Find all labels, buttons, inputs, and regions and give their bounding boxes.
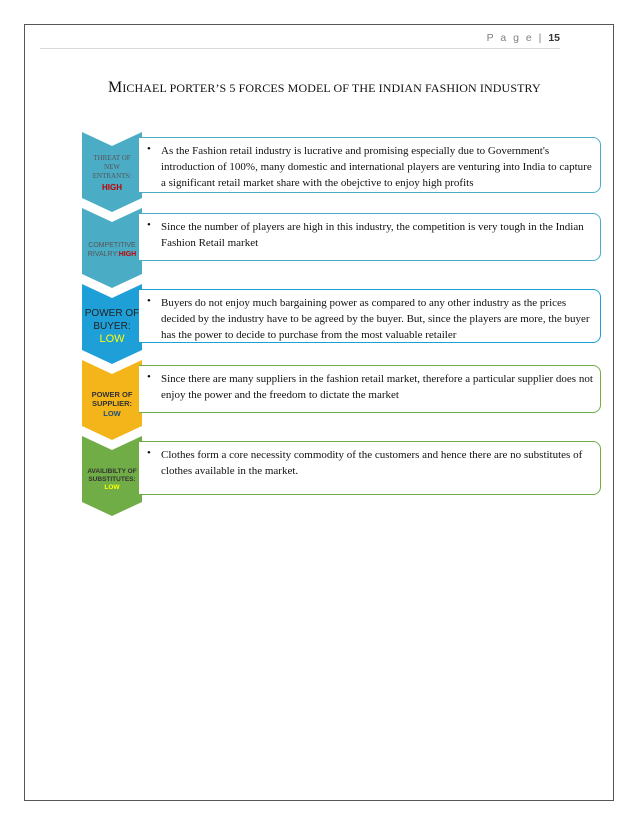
force-label: POWER OF BUYER: LOW: [82, 308, 142, 347]
bullet-icon: •: [147, 295, 151, 307]
page-header: [40, 32, 560, 49]
force-label: THREAT OF NEW ENTRANTS: HIGH: [82, 154, 142, 193]
force-level: LOW: [104, 484, 120, 492]
page-title: [108, 79, 541, 97]
force-description: Clothes form a core necessity commodity of the customers and hence there are no substitutes of clothes available in the market.: [161, 449, 583, 477]
force-description-box: [139, 213, 601, 261]
force-level: LOW: [99, 333, 125, 345]
force-description: Buyers do not enjoy much bargaining power as compared to any other industry as the prices decided by the industry have to be agreed by the buyer. But, since the players are more, the buyer has the power to decide to purchase from the most valuable retailer: [161, 297, 590, 341]
force-description-box: [139, 441, 601, 495]
force-level: LOW: [103, 408, 121, 418]
page-separator: |: [538, 32, 544, 44]
force-description: Since the number of players are high in this industry, the competition is very tough in the Indian Fashion Retail market: [161, 221, 584, 249]
force-level: HIGH: [102, 183, 122, 193]
force-row-rivalry: [82, 208, 602, 288]
force-description-box: [139, 365, 601, 413]
bullet-icon: •: [147, 447, 151, 459]
force-description: As the Fashion retail industry is lucrative and promising especially due to Government's introduction of 100%, many domestic and international players are venturing into India to capture a significant retail market share with the obejctive to enjoy high profits: [161, 145, 592, 189]
force-row-buyer: [82, 284, 602, 364]
force-description-box: [139, 289, 601, 343]
force-description-box: [139, 137, 601, 193]
page-label: P a g e: [486, 32, 534, 44]
force-label: AVAILIBILTY OF SUBSTITUTES: LOW: [74, 468, 150, 492]
force-label: COMPETITIVE RIVALRY:HIGH: [87, 242, 137, 258]
force-row-supplier: [82, 360, 602, 440]
force-description: Since there are many suppliers in the fashion retail market, therefore a particular supplier does not enjoy the power and the freedom to dictate the market: [161, 373, 593, 401]
force-level: HIGH: [118, 250, 137, 258]
title-initial: M: [108, 79, 123, 96]
force-row-substitutes: [82, 436, 602, 516]
bullet-icon: •: [147, 371, 151, 383]
force-row-new-entrants: [82, 132, 602, 212]
bullet-icon: •: [147, 219, 151, 231]
page-number: 15: [548, 32, 560, 44]
bullet-icon: •: [147, 143, 151, 155]
force-label: POWER OF SUPPLIER: LOW: [82, 390, 142, 418]
title-rest: ICHAEL PORTER’S 5 FORCES MODEL OF THE INDIAN FASHION INDUSTRY: [122, 81, 541, 95]
